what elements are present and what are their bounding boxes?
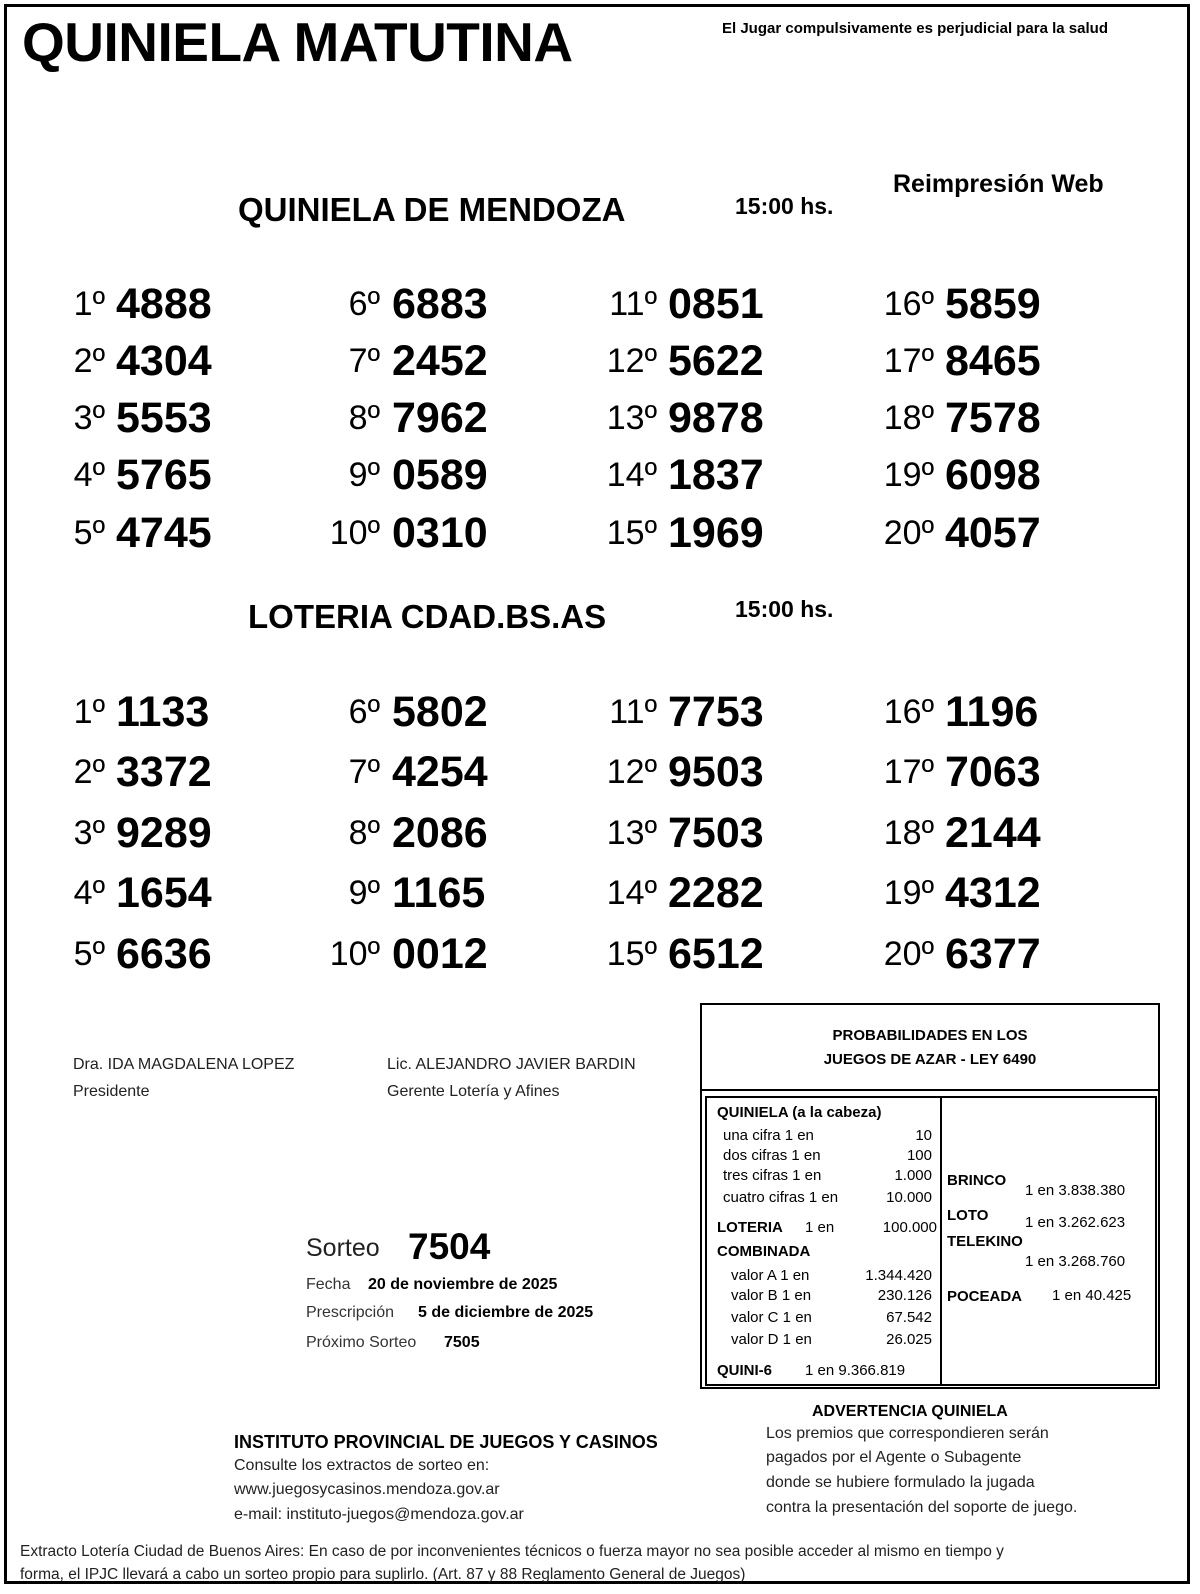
quiniela-row-value: 100 xyxy=(906,1147,932,1164)
result-number: 4304 xyxy=(116,337,212,385)
combinada-row-label: valor B 1 en xyxy=(731,1287,812,1304)
quiniela-heading: QUINIELA (a la cabeza) xyxy=(717,1104,882,1121)
proximo-label: Próximo Sorteo xyxy=(306,1334,417,1351)
loteria-odds: 1 en xyxy=(805,1219,835,1236)
result-position xyxy=(0,863,934,923)
result-position-label: 16º xyxy=(883,285,934,323)
result-position-label: 4º xyxy=(73,456,105,494)
telekino-value: 1 en 3.268.760 xyxy=(1025,1253,1126,1270)
result-position-label: 20º xyxy=(883,935,934,973)
result-position-label: 6º xyxy=(348,285,380,323)
sorteo-label: Sorteo xyxy=(306,1234,380,1262)
result-number: 1196 xyxy=(945,688,1039,736)
result-position-label: 1º xyxy=(73,693,105,731)
result-position xyxy=(0,274,934,334)
result-number: 4057 xyxy=(945,509,1041,557)
advertencia-line: pagados por el Agente o Subagente xyxy=(766,1449,1022,1466)
institute-name: INSTITUTO PROVINCIAL DE JUEGOS Y CASINOS xyxy=(234,1432,658,1452)
result-number: 1133 xyxy=(116,688,210,736)
result-position-label: 18º xyxy=(883,399,934,437)
result-number: 9503 xyxy=(668,748,764,796)
combinada-row-value: 26.025 xyxy=(886,1331,932,1348)
result-number: 5553 xyxy=(116,394,212,442)
advertencia-title: ADVERTENCIA QUINIELA xyxy=(812,1403,1008,1420)
result-number: 2086 xyxy=(392,809,488,857)
result-number: 7503 xyxy=(668,809,764,857)
combinada-heading: COMBINADA xyxy=(717,1243,811,1260)
result-position-label: 12º xyxy=(606,753,657,791)
result-number: 6883 xyxy=(392,280,488,328)
loto-value: 1 en 3.262.623 xyxy=(1025,1214,1126,1231)
result-position-label: 11º xyxy=(609,693,657,731)
result-number: 4888 xyxy=(116,280,212,328)
result-number: 5622 xyxy=(668,337,764,385)
fecha-value: 20 de noviembre de 2025 xyxy=(368,1276,558,1293)
result-number: 8465 xyxy=(945,337,1041,385)
result-position-label: 6º xyxy=(348,693,380,731)
probabilities-table xyxy=(705,1096,1157,1386)
telekino-label: TELEKINO xyxy=(947,1233,1023,1250)
result-number: 5802 xyxy=(392,688,488,736)
result-position xyxy=(0,803,934,863)
probabilities-title-line1: PROBABILIDADES EN LOS xyxy=(832,1027,1028,1044)
result-position-label: 1º xyxy=(73,285,105,323)
quiniela-row-value: 1.000 xyxy=(894,1167,932,1184)
quiniela-row-label: una cifra 1 en xyxy=(723,1127,814,1144)
combinada-row-label: valor D 1 en xyxy=(731,1331,812,1348)
result-position-label: 17º xyxy=(883,342,934,380)
result-position-label: 9º xyxy=(348,456,380,494)
result-position xyxy=(0,331,934,391)
result-number: 4254 xyxy=(392,748,488,796)
result-number: 6098 xyxy=(945,451,1041,499)
divider xyxy=(940,1098,942,1384)
result-number: 5765 xyxy=(116,451,212,499)
probabilities-title-line2: JUEGOS DE AZAR - LEY 6490 xyxy=(823,1051,1037,1068)
result-number: 2452 xyxy=(392,337,488,385)
result-number: 9289 xyxy=(116,809,212,857)
result-position-label: 14º xyxy=(606,874,657,912)
brinco-label: BRINCO xyxy=(947,1172,1007,1189)
quiniela-row-label: tres cifras 1 en xyxy=(723,1167,822,1184)
result-position-label: 11º xyxy=(609,285,657,323)
result-position-label: 15º xyxy=(606,514,657,552)
gambling-warning: El Jugar compulsivamente es perjudicial para la salud xyxy=(722,20,1108,37)
institute-email[interactable]: e-mail: instituto-juegos@mendoza.gov.ar xyxy=(234,1506,524,1523)
result-number: 7753 xyxy=(668,688,764,736)
result-position xyxy=(0,503,934,563)
result-number: 4312 xyxy=(945,869,1041,917)
result-position-label: 5º xyxy=(73,514,105,552)
combinada-row-value: 1.344.420 xyxy=(865,1267,932,1284)
result-number: 0851 xyxy=(668,280,764,328)
result-number: 9878 xyxy=(668,394,764,442)
result-position-label: 10º xyxy=(329,935,380,973)
result-number: 3372 xyxy=(116,748,212,796)
brinco-value: 1 en 3.838.380 xyxy=(1025,1182,1126,1199)
result-number: 5859 xyxy=(945,280,1041,328)
quiniela-row-value: 10 xyxy=(915,1127,932,1144)
signature-role-president: Presidente xyxy=(73,1083,150,1100)
footer-note-line1: Extracto Lotería Ciudad de Buenos Aires: En caso de por inconvenientes técnicos o fuerza mayor no sea posible acceder al mismo en tiempo y xyxy=(20,1543,1004,1560)
institute-website[interactable]: www.juegosycasinos.mendoza.gov.ar xyxy=(234,1481,500,1498)
quini6-value: 1 en 9.366.819 xyxy=(805,1362,906,1379)
result-position xyxy=(0,742,934,802)
result-position-label: 2º xyxy=(73,342,105,380)
signature-name-manager: Lic. ALEJANDRO JAVIER BARDIN xyxy=(387,1056,636,1073)
result-position-label: 9º xyxy=(348,874,380,912)
result-number: 6377 xyxy=(945,930,1041,978)
combinada-row-label: valor A 1 en xyxy=(731,1267,810,1284)
signature-name-president: Dra. IDA MAGDALENA LOPEZ xyxy=(73,1056,295,1073)
result-position-label: 12º xyxy=(606,342,657,380)
result-position-label: 19º xyxy=(883,874,934,912)
combinada-row-value: 67.542 xyxy=(886,1309,932,1326)
quiniela-row-value: 10.000 xyxy=(886,1189,932,1206)
quiniela-row-label: dos cifras 1 en xyxy=(723,1147,821,1164)
result-number: 7063 xyxy=(945,748,1041,796)
signature-role-manager: Gerente Lotería y Afines xyxy=(387,1083,560,1100)
result-position-label: 7º xyxy=(348,753,380,791)
result-number: 0589 xyxy=(392,451,488,499)
fecha-label: Fecha xyxy=(306,1276,351,1293)
result-number: 6636 xyxy=(116,930,212,978)
section-time-mendoza: 15:00 hs. xyxy=(735,193,834,219)
result-number: 1165 xyxy=(392,869,486,917)
result-number: 6512 xyxy=(668,930,764,978)
result-number: 2282 xyxy=(668,869,764,917)
result-position-label: 16º xyxy=(883,693,934,731)
result-position-label: 15º xyxy=(606,935,657,973)
sorteo-number: 7504 xyxy=(408,1226,491,1267)
result-position-label: 3º xyxy=(73,399,105,437)
result-number: 0012 xyxy=(392,930,488,978)
result-number: 4745 xyxy=(116,509,212,557)
advertencia-line: donde se hubiere formulado la jugada xyxy=(766,1474,1035,1491)
advertencia-line: Los premios que correspondieren serán xyxy=(766,1425,1049,1442)
prescripcion-value: 5 de diciembre de 2025 xyxy=(418,1304,594,1321)
proximo-value: 7505 xyxy=(444,1334,480,1351)
result-number: 0310 xyxy=(392,509,488,557)
result-position xyxy=(0,924,934,984)
reprint-label: Reimpresión Web xyxy=(893,170,1104,198)
section-title-mendoza: QUINIELA DE MENDOZA xyxy=(238,191,626,228)
prescripcion-label: Prescripción xyxy=(306,1304,395,1321)
combinada-row-label: valor C 1 en xyxy=(731,1309,812,1326)
result-position xyxy=(0,682,934,742)
page-title: QUINIELA MATUTINA xyxy=(22,11,573,73)
result-position-label: 13º xyxy=(606,399,657,437)
result-position-label: 3º xyxy=(73,814,105,852)
result-position-label: 8º xyxy=(348,814,380,852)
result-number: 1837 xyxy=(668,451,764,499)
result-position-label: 7º xyxy=(348,342,380,380)
result-position-label: 18º xyxy=(883,814,934,852)
advertencia-line: contra la presentación del soporte de juego. xyxy=(766,1499,1078,1516)
poceada-label: POCEADA xyxy=(947,1288,1023,1305)
divider xyxy=(702,1089,1158,1091)
footer-note-line2: forma, el IPJC llevará a cabo un sorteo propio para suplirlo. (Art. 87 y 88 Reglamento General de Juegos) xyxy=(20,1566,746,1583)
result-number: 7962 xyxy=(392,394,488,442)
result-number: 2144 xyxy=(945,809,1041,857)
result-number: 7578 xyxy=(945,394,1041,442)
result-position-label: 17º xyxy=(883,753,934,791)
loteria-value: 100.000 xyxy=(882,1219,937,1236)
section-time-buenos-aires: 15:00 hs. xyxy=(735,596,834,622)
result-position xyxy=(0,388,934,448)
section-title-buenos-aires: LOTERIA CDAD.BS.AS xyxy=(248,598,607,635)
result-position-label: 2º xyxy=(73,753,105,791)
result-position-label: 14º xyxy=(606,456,657,494)
result-number: 1654 xyxy=(116,869,212,917)
quini6-label: QUINI-6 xyxy=(717,1362,773,1379)
result-number: 1969 xyxy=(668,509,764,557)
result-position-label: 20º xyxy=(883,514,934,552)
result-position-label: 5º xyxy=(73,935,105,973)
result-position-label: 4º xyxy=(73,874,105,912)
result-position xyxy=(0,445,934,505)
loteria-label: LOTERIA xyxy=(717,1219,783,1236)
result-position-label: 13º xyxy=(606,814,657,852)
loto-label: LOTO xyxy=(947,1207,989,1224)
poceada-value: 1 en 40.425 xyxy=(1052,1287,1132,1304)
result-position-label: 10º xyxy=(329,514,380,552)
combinada-row-value: 230.126 xyxy=(877,1287,932,1304)
result-position-label: 19º xyxy=(883,456,934,494)
institute-info: Consulte los extractos de sorteo en: xyxy=(234,1457,490,1474)
quiniela-row-label: cuatro cifras 1 en xyxy=(723,1189,839,1206)
result-position-label: 8º xyxy=(348,399,380,437)
probabilities-box xyxy=(700,1003,1160,1389)
